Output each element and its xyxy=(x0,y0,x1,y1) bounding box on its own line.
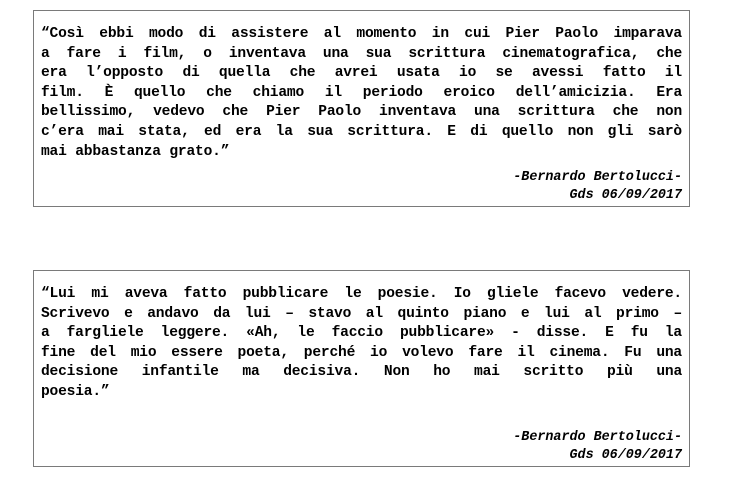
quote-line: c’era mai stata, ed era la sua scrittura. E di quello non gli sarò xyxy=(41,123,682,140)
quote-line: decisione infantile ma decisiva. Non ho mai scritto più una xyxy=(41,364,682,381)
quote-line: era l’opposto di quella che avrei usata io se avessi fatto il xyxy=(41,65,682,82)
author-name: -Bernardo Bertolucci- xyxy=(513,170,682,185)
quote-line: a fare i film, o inventava una sua scrittura cinematografica, che xyxy=(41,45,682,62)
quote-box-2 xyxy=(33,270,690,467)
quote-line: a fargliele leggere. «Ah, le faccio pubblicare» - disse. E fu la xyxy=(41,325,682,342)
quote-line: bellissimo, vedevo che Pier Paolo inventava una scrittura che non xyxy=(41,104,682,121)
attribution xyxy=(513,169,682,204)
quote-line: poesia.” xyxy=(41,383,110,400)
quote-line: film. È quello che chiamo il periodo eroico dell’amicizia. Era xyxy=(41,84,682,101)
attribution xyxy=(513,429,682,464)
author-name: -Bernardo Bertolucci- xyxy=(513,430,682,445)
quote-line: mai abbastanza grato.” xyxy=(41,143,230,160)
quote-text xyxy=(41,285,682,403)
quote-line: “Lui mi aveva fatto pubblicare le poesie. Io gliele facevo vedere. xyxy=(41,286,682,302)
source-citation: Gds 06/09/2017 xyxy=(569,187,682,203)
source-citation: Gds 06/09/2017 xyxy=(569,447,682,463)
quote-box-1 xyxy=(33,10,690,207)
quote-line: Scrivevo e andavo da lui – stavo al quinto piano e lui al primo – xyxy=(41,305,682,322)
quote-line: fine del mio essere poeta, perché io volevo fare il cinema. Fu una xyxy=(41,344,682,361)
quote-line: “Così ebbi modo di assistere al momento in cui Pier Paolo imparava xyxy=(41,26,682,42)
quote-text xyxy=(41,25,682,162)
